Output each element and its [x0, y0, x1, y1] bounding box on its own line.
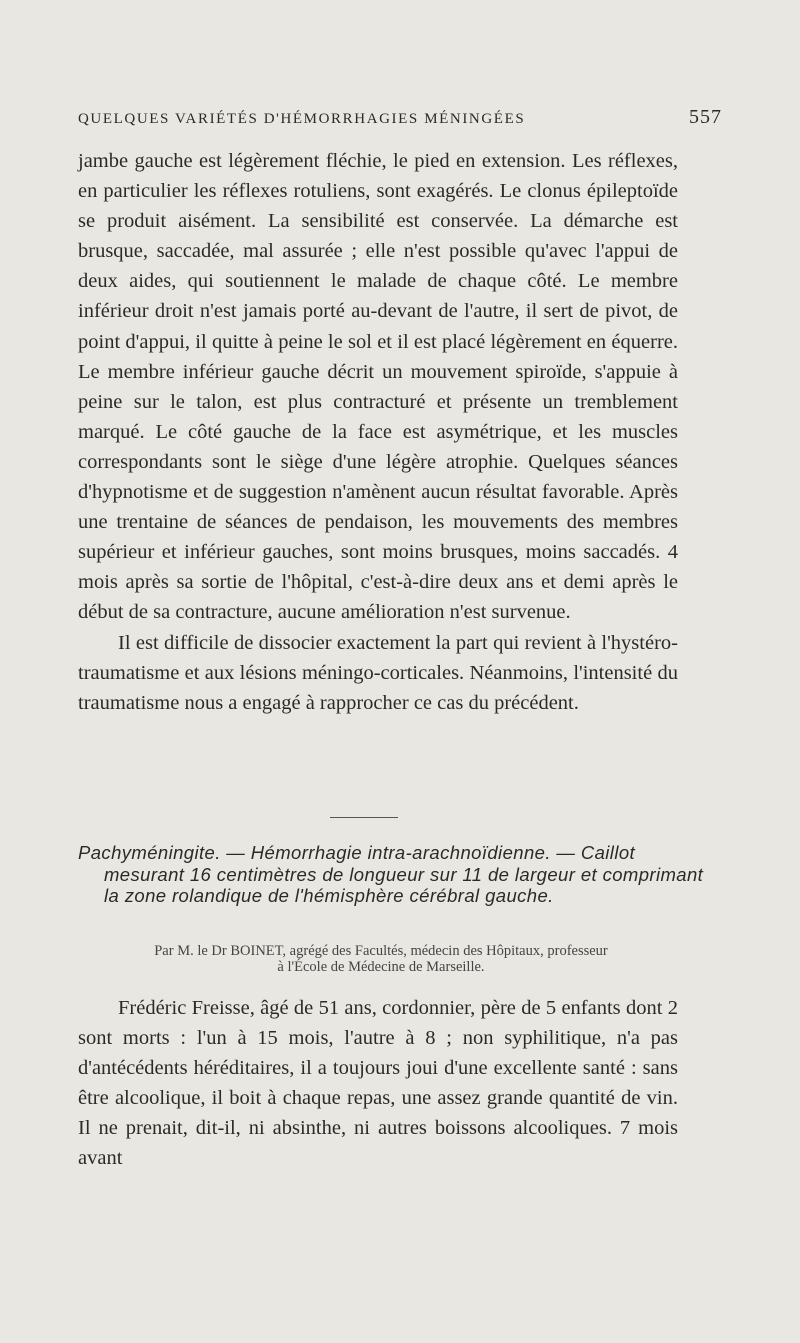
author-line-1: Par M. le Dr BOINET, agrégé des Facultés, médecin des Hôpitaux, professeur	[154, 943, 608, 959]
running-title: QUELQUES VARIÉTÉS D'HÉMORRHAGIES MÉNINGÉES	[78, 111, 526, 127]
section-divider	[330, 817, 398, 818]
case-continuation	[78, 146, 678, 718]
paragraph-case-description: jambe gauche est légèrement fléchie, le pied en extension. Les réflexes, en particulier les réflexes rotuliens, sont exagérés. Le clonus épileptoïde se produit aisément. La sensibilité est conservée. La démarche est brusque, saccadée, mal assurée ; elle n'est possible qu'avec l'appui de deux aides, qui soutiennent le malade de chaque côté. Le membre inférieur droit n'est jamais porté au-devant de l'autre, il sert de pivot, de point d'appui, il quitte à peine le sol et il est placé légèrement en équerre. Le membre inférieur gauche décrit un mouvement spiroïde, s'appuie à peine sur le talon, est plus contracturé et présente un tremblement marqué. Le côté gauche de la face est asymétrique, et les muscles correspondants sont le siège d'une légère atrophie. Quelques séances d'hypnotisme et de suggestion n'amènent aucun résultat favorable. Après une trentaine de séances de pendaison, les mouvements des membres supérieur et inférieur gauches, sont moins brusques, moins saccadés. 4 mois après sa sortie de l'hôpital, c'est-à-dire deux ans et demi après le début de sa contracture, aucune amélioration n'est survenue.	[78, 150, 678, 624]
page-number: 557	[689, 106, 722, 128]
running-head	[78, 106, 722, 129]
paragraph-case-conclusion: Il est difficile de dissocier exactement la part qui revient à l'hystéro-traumatisme et aux lésions méningo-corticales. Néanmoins, l'intensité du traumatisme nous a engagé à rapprocher ce cas du précédent.	[78, 631, 678, 714]
author-credit	[78, 943, 684, 975]
author-line-2: à l'École de Médecine de Marseille.	[277, 959, 485, 975]
article-body	[78, 993, 678, 1174]
paragraph-patient-history: Frédéric Freisse, âgé de 51 ans, cordonnier, père de 5 enfants dont 2 sont morts : l'un à 15 mois, l'autre à 8 ; non syphilitique, n'a pas d'antécédents héréditaires, il a toujours joui d'une excellente santé : sans être alcoolique, il boit à chaque repas, une assez grande quantité de vin. Il ne prenait, dit-il, ni absinthe, ni autres boissons alcooliques. 7 mois avant	[78, 997, 678, 1170]
article-title: Pachyméningite. — Hémorrhagie intra-arachnoïdienne. — Caillot mesurant 16 centimètres de longueur sur 11 de largeur et comprimant la zone rolandique de l'hémisphère cérébral gauche.	[78, 842, 704, 906]
